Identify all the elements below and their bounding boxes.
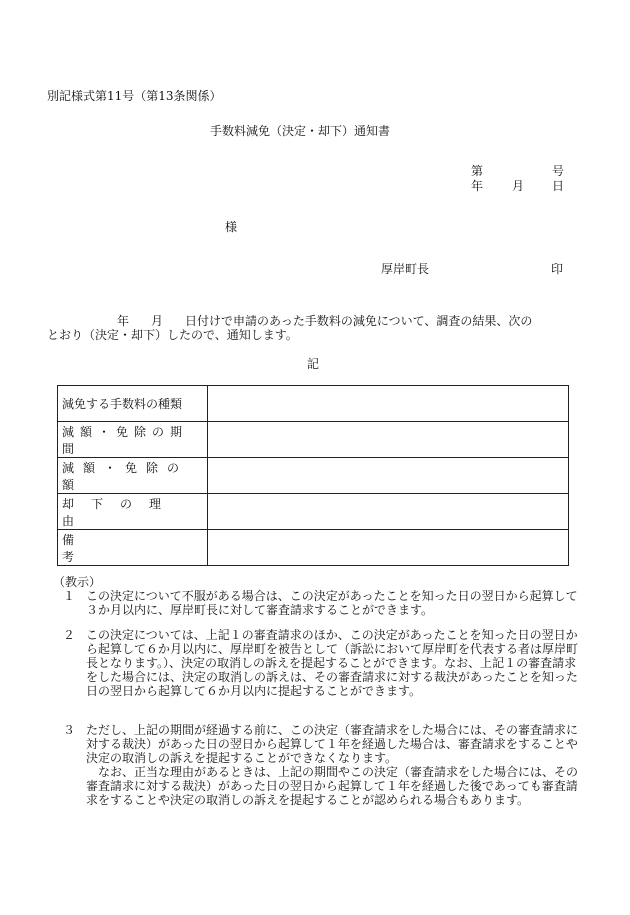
body-paragraph	[47, 314, 582, 342]
notes-heading: （教示）	[53, 575, 102, 589]
note-number: ３	[63, 723, 76, 737]
body-line1-text: 日付けで申請のあった手数料の減免について、調査の結果、次の	[185, 314, 533, 328]
value-cell	[208, 422, 569, 458]
note-text: ただし、上記の期間が経過する前に、この決定（審査請求をした場合には、その審査請求に対する裁決）があった日の翌日から起算して１年を経過した場合は、審査請求をすることや決定の取消しの訴えを提起することができなくなります。	[86, 723, 579, 765]
date-day: 日	[552, 179, 565, 193]
date-year: 年	[471, 179, 484, 193]
note-item	[63, 723, 583, 807]
doc-number-prefix: 第	[471, 164, 484, 178]
body-line2: とおり（決定・却下）したので、通知します。	[47, 328, 298, 342]
body-month: 月	[151, 314, 164, 328]
seal-mark: 印	[551, 262, 564, 276]
row-label-period: 減額・免除の期間	[58, 422, 208, 458]
row-label-fee-type: 減免する手数料の種類	[58, 386, 208, 422]
row-label-remarks: 備考	[58, 530, 208, 566]
value-cell	[208, 458, 569, 494]
note-text-continued: なお、正当な理由があるときは、上記の期間やこの決定（審査請求をした場合には、その審査請求に対する裁決）があった日の翌日から起算して１年を経過した後であっても審査請求をすることや決定の取消しの訴えを提起することが認められる場合もあります。	[86, 765, 579, 807]
doc-number-suffix: 号	[552, 164, 565, 178]
row-label-amount: 減額・免除の額	[58, 458, 208, 494]
table-row	[58, 494, 569, 530]
note-item	[63, 628, 583, 698]
addressee-suffix: 様	[225, 220, 238, 234]
document-title: 手数料減免（決定・却下）通知書	[210, 124, 391, 138]
note-number: ２	[63, 628, 76, 642]
table-row	[58, 386, 569, 422]
date-month: 月	[512, 179, 525, 193]
body-year: 年	[117, 314, 130, 328]
ki-heading: 記	[307, 357, 320, 371]
value-cell	[208, 386, 569, 422]
row-label-reason: 却下の理由	[58, 494, 208, 530]
table-row	[58, 458, 569, 494]
value-cell	[208, 530, 569, 566]
note-text: この決定については、上記１の審査請求のほか、この決定があったことを知った日の翌日から起算して６か月以内に、厚岸町を被告として（訴訟において厚岸町を代表する者は厚岸町長となります。）、決定の取消しの訴えを提起することができます。なお、上記１の審査請求をした場合には、決定の取消しの訴えは、その審査請求に対する裁決があったことを知った日の翌日から起算して６か月以内に提起することができます。	[86, 628, 579, 698]
table-row	[58, 530, 569, 566]
value-cell	[208, 494, 569, 530]
note-text: この決定について不服がある場合は、この決定があったことを知った日の翌日から起算して３か月以内に、厚岸町長に対して審査請求することができます。	[86, 589, 578, 617]
note-number: １	[63, 589, 76, 603]
table-row	[58, 422, 569, 458]
issuer-name: 厚岸町長	[381, 262, 430, 276]
form-number: 別記様式第11号（第13条関係）	[47, 89, 222, 103]
details-table	[57, 385, 569, 566]
note-item	[63, 589, 583, 617]
